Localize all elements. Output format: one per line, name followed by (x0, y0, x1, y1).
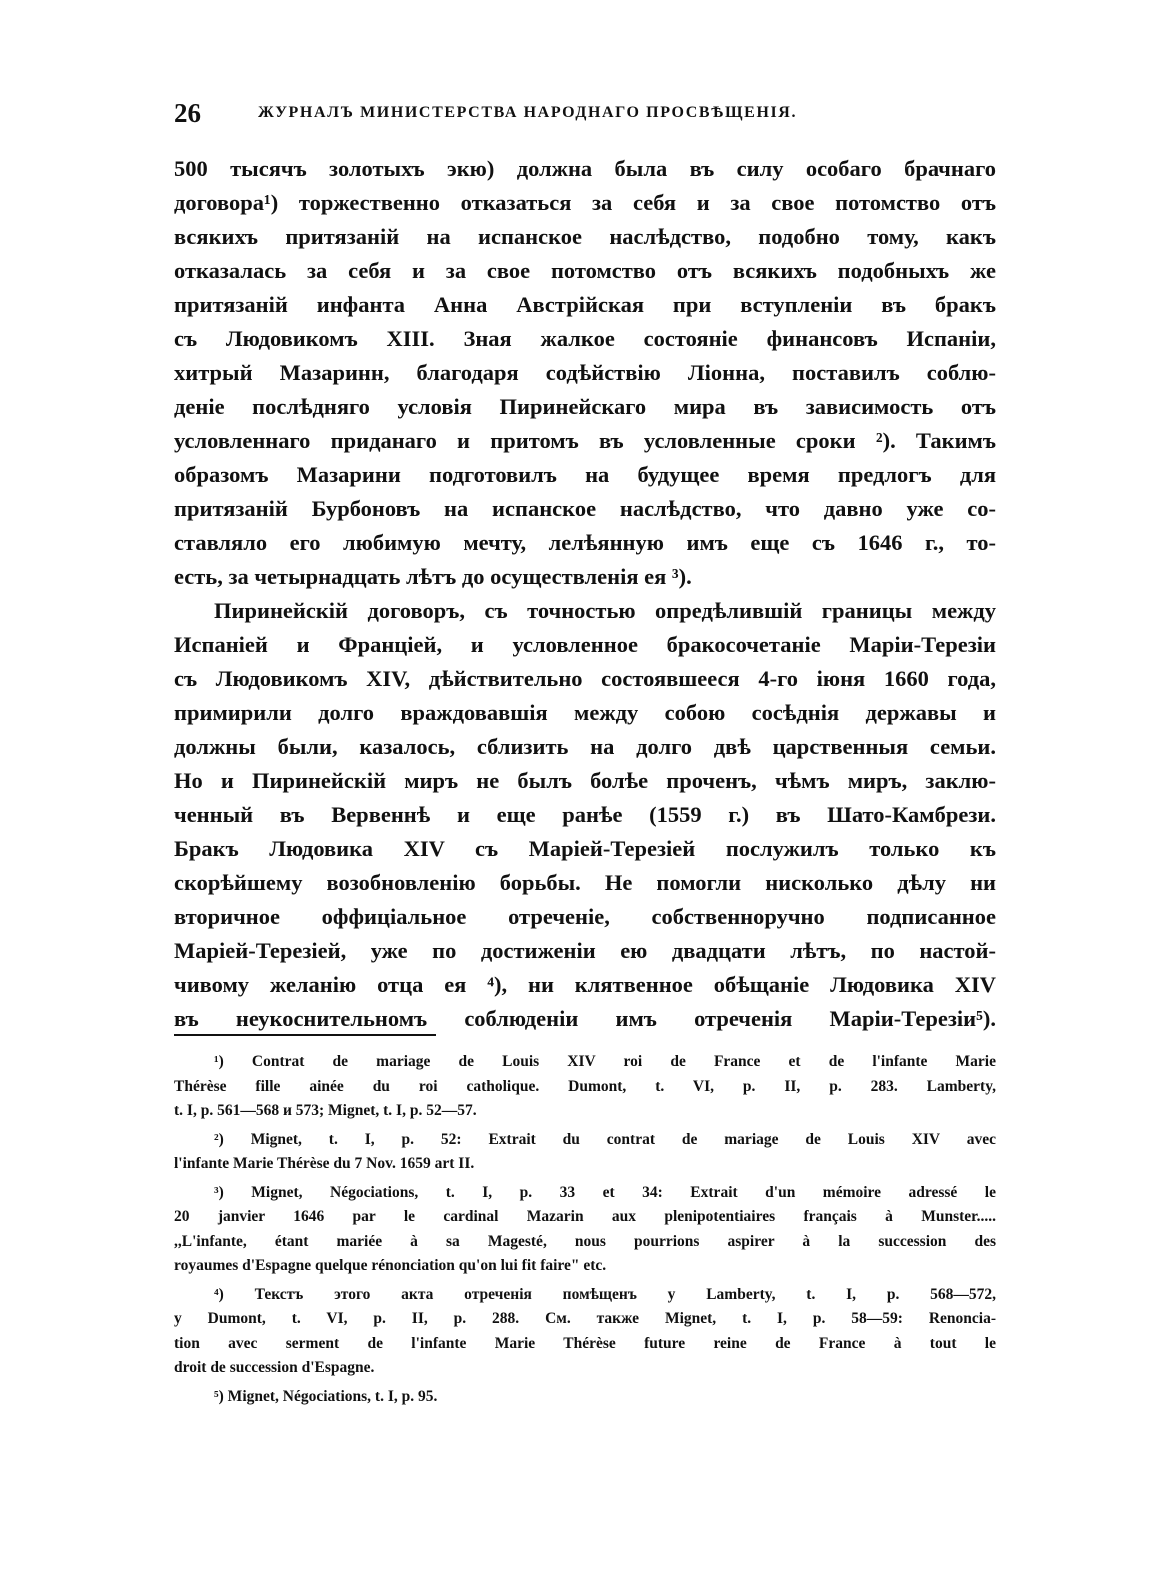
page-number: 26 (174, 98, 201, 128)
text-line: 500 тысячъ золотыхъ экю) должна была въ силу особаго брачнаго (174, 156, 996, 181)
text-line: всякихъ притязаній на испанское наслѣдство, подобно тому, какъ (174, 224, 996, 249)
footnote-1 (174, 1050, 996, 1124)
text-line: есть, за четырнадцать лѣтъ до осуществленія ея ³). (174, 564, 692, 589)
text-line: Испаніей и Франціей, и условленное бракосочетаніе Маріи-Терезіи (174, 632, 996, 657)
footnote-3 (174, 1181, 996, 1279)
footnote-line: 20 janvier 1646 par le cardinal Mazarin aux plenipotentiaires français à Munster..... (174, 1208, 996, 1225)
text-line: договора¹) торжественно отказаться за себя и за свое потомство отъ (174, 190, 996, 215)
paragraph-2 (174, 594, 996, 1036)
text-line: чивому желанію отца ея ⁴), ни клятвенное обѣщаніе Людовика XIV (174, 972, 996, 997)
footnote-line: Thérèse fille ainée du roi catholique. Dumont, t. VI, p. II, p. 283. Lamberty, (174, 1077, 996, 1095)
footnote-5 (174, 1385, 996, 1410)
text-line: притязаній инфанта Анна Австрійская при вступленіи въ бракъ (174, 292, 996, 317)
text-line: вторичное оффиціальное отреченіе, собственноручно подписанное (174, 904, 996, 929)
text-line: примирили долго враждовавшія между собою сосѣднія державы и (174, 700, 996, 725)
main-text (174, 152, 996, 1036)
footnote-line: royaumes d'Espagne quelque rénonciation qu'on lui fit faire" etc. (174, 1257, 607, 1274)
footnotes (174, 1050, 996, 1413)
text-line: Но и Пиринейскій миръ не былъ болѣе проченъ, чѣмъ миръ, заклю- (174, 768, 996, 793)
text-line: Пиринейскій договоръ, съ точностью опредѣлившій границы между (214, 598, 996, 623)
text-line: хитрый Мазаринн, благодаря содѣйствію Ліонна, поставилъ соблю- (174, 360, 996, 385)
text-line: ставляло его любимую мечту, лелѣянную имъ еще съ 1646 г., то- (174, 530, 996, 555)
text-line: Маріей-Терезіей, уже по достиженіи ею двадцати лѣтъ, по настой- (174, 938, 996, 963)
page-header (174, 98, 1004, 138)
footnote-line: ³) Mignet, Négociations, t. I, p. 33 et 34: Extrait d'un mémoire adressé le (214, 1183, 996, 1201)
text-line: образомъ Мазарини подготовилъ на будущее время предлогъ для (174, 462, 996, 487)
footnote-line: l'infante Marie Thérèse du 7 Nov. 1659 art II. (174, 1155, 475, 1172)
footnote-line: ⁵) Mignet, Négociations, t. I, p. 95. (214, 1387, 438, 1405)
footnote-line: tion avec serment de l'infante Marie Thérèse future reine de France à tout le (174, 1334, 996, 1352)
text-line: скорѣйшему возобновленію борьбы. Не помогли нисколько дѣлу ни (174, 870, 996, 895)
text-line: ченный въ Вервеннѣ и еще ранѣе (1559 г.) въ Шато-Камбрези. (174, 802, 996, 827)
running-title: ЖУРНАЛЪ МИНИСТЕРСТВА НАРОДНАГО ПРОСВѢЩЕНІЯ. (258, 104, 798, 121)
text-line: отказалась за себя и за свое потомство отъ всякихъ подобныхъ же (174, 258, 996, 283)
footnote-line: t. I, p. 561—568 и 573; Mignet, t. I, p. 52—57. (174, 1102, 477, 1119)
footnote-line: droit de succession d'Espagne. (174, 1359, 375, 1376)
footnote-line: ²) Mignet, t. I, p. 52: Extrait du contrat de mariage de Louis XIV avec (214, 1130, 996, 1148)
footnote-line: у Dumont, t. VI, p. II, p. 288. См. также Mignet, t. I, p. 58—59: Renoncia- (174, 1310, 996, 1327)
text-line: деніе послѣдняго условія Пиринейскаго мира въ зависимость отъ (174, 394, 996, 419)
footnote-2 (174, 1128, 996, 1177)
text-line: съ Людовикомъ XIII. Зная жалкое состояніе финансовъ Испаніи, (174, 326, 996, 351)
footnote-line: ,,L'infante, étant mariée à sa Magesté, nous pourrions aspirer à la succession des (174, 1232, 996, 1250)
footnote-line: ¹) Contrat de mariage de Louis XIV roi de France et de l'infante Marie (214, 1053, 996, 1070)
text-line: съ Людовикомъ XIV, дѣйствительно состоявшееся 4-го іюня 1660 года, (174, 666, 996, 691)
paragraph-1 (174, 152, 996, 594)
text-line: Бракъ Людовика XIV съ Маріей-Терезіей послужилъ только къ (174, 836, 996, 861)
text-line: условленнаго приданаго и притомъ въ условленные сроки ²). Такимъ (174, 428, 996, 453)
footnote-4 (174, 1283, 996, 1381)
text-line: должны были, казалось, сблизить на долго двѣ царственныя семьи. (174, 734, 996, 759)
footnote-line: ⁴) Текстъ этого акта отреченія помѣщенъ у Lamberty, t. I, p. 568—572, (214, 1285, 996, 1303)
text-line: въ неукоснительномъ соблюденіи имъ отреченія Маріи-Терезіи⁵). (174, 1006, 996, 1031)
text-line: притязаній Бурбоновъ на испанское наслѣдство, что давно уже со- (174, 496, 996, 521)
footnote-separator (174, 1034, 436, 1036)
